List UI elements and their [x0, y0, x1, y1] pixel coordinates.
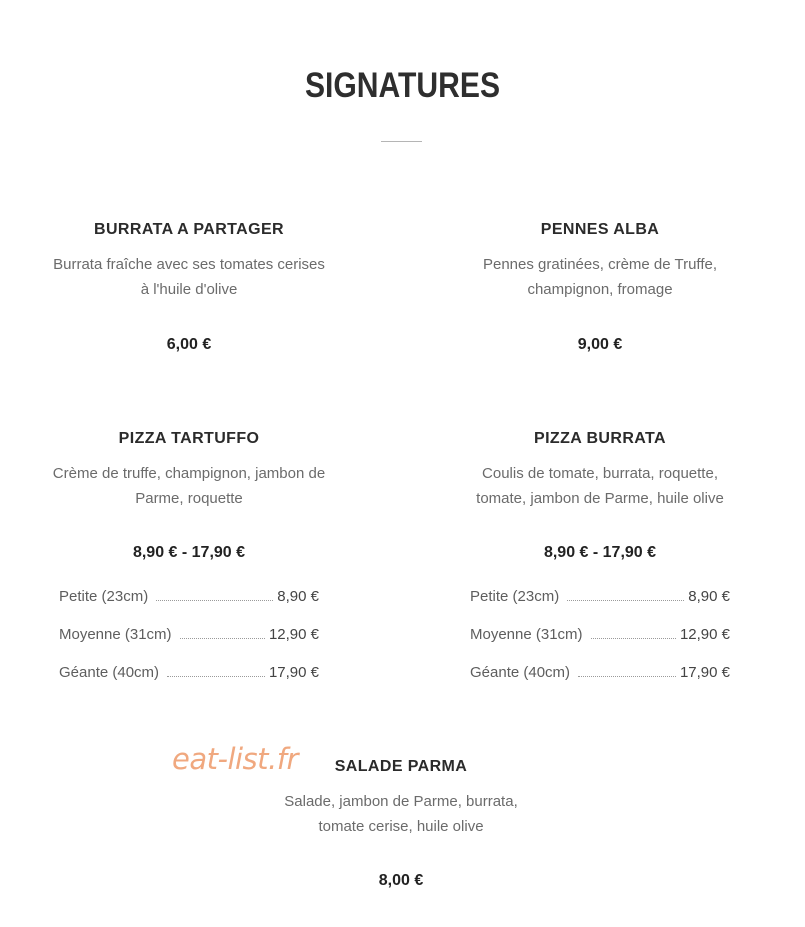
item-description-line: champignon, fromage: [527, 281, 673, 298]
item-name: PENNES ALBA: [540, 221, 660, 238]
item-name: SALADE PARMA: [334, 758, 468, 775]
item-description-line: à l'huile d'olive: [140, 281, 238, 298]
item-description-line: Pennes gratinées, crème de Truffe,: [482, 256, 718, 273]
item-price: 6,00 €: [166, 336, 212, 353]
size-label: Géante (40cm): [470, 664, 571, 681]
item-description: [19, 252, 359, 302]
size-price: 12,90 €: [268, 626, 319, 643]
size-price: 17,90 €: [679, 664, 730, 681]
item-description-line: Crème de truffe, champignon, jambon de: [52, 465, 326, 482]
dotted-leader: [591, 626, 676, 639]
item-price: 8,00 €: [378, 872, 424, 889]
size-label: Moyenne (31cm): [470, 626, 583, 643]
size-row: [470, 626, 730, 664]
item-price: 8,90 € - 17,90 €: [543, 544, 657, 561]
size-row: [59, 626, 319, 664]
size-price: 17,90 €: [268, 664, 319, 681]
dotted-leader: [180, 626, 265, 639]
item-name: PIZZA TARTUFFO: [118, 430, 260, 447]
item-description-line: Parme, roquette: [135, 490, 243, 507]
watermark-text: eat-list.fr: [172, 742, 298, 776]
menu-item-pizza-tartuffo: [19, 430, 359, 511]
size-list: [470, 588, 730, 702]
section-title: SIGNATURES: [304, 66, 501, 105]
size-label: Géante (40cm): [59, 664, 160, 681]
menu-item-salade-parma: [231, 758, 571, 839]
item-description-line: Burrata fraîche avec ses tomates cerises: [53, 256, 325, 273]
size-price: 12,90 €: [679, 626, 730, 643]
dotted-leader: [567, 588, 684, 601]
size-row: [470, 588, 730, 626]
item-description-line: tomate cerise, huile olive: [318, 818, 484, 835]
item-description-line: Coulis de tomate, burrata, roquette,: [482, 465, 718, 482]
item-name: BURRATA A PARTAGER: [94, 221, 284, 238]
item-price: 9,00 €: [577, 336, 623, 353]
item-description: [430, 252, 770, 302]
item-description-line: tomate, jambon de Parme, huile olive: [476, 490, 724, 507]
size-list: [59, 588, 319, 702]
size-row: [59, 664, 319, 702]
item-description: [430, 461, 770, 511]
size-price: 8,90 €: [688, 588, 730, 605]
dotted-leader: [156, 588, 273, 601]
size-price: 8,90 €: [277, 588, 319, 605]
size-row: [59, 588, 319, 626]
item-price: 8,90 € - 17,90 €: [132, 544, 246, 561]
item-description: [19, 461, 359, 511]
dotted-leader: [578, 664, 676, 677]
dotted-leader: [167, 664, 265, 677]
menu-item-burrata-a-partager: [19, 221, 359, 302]
item-description: [231, 789, 571, 839]
size-label: Petite (23cm): [59, 588, 149, 605]
size-label: Petite (23cm): [470, 588, 560, 605]
size-row: [470, 664, 730, 702]
size-label: Moyenne (31cm): [59, 626, 172, 643]
item-name: PIZZA BURRATA: [534, 430, 666, 447]
menu-item-pennes-alba: [430, 221, 770, 302]
title-divider: [381, 141, 422, 142]
menu-item-pizza-burrata: [430, 430, 770, 511]
item-description-line: Salade, jambon de Parme, burrata,: [284, 793, 518, 810]
